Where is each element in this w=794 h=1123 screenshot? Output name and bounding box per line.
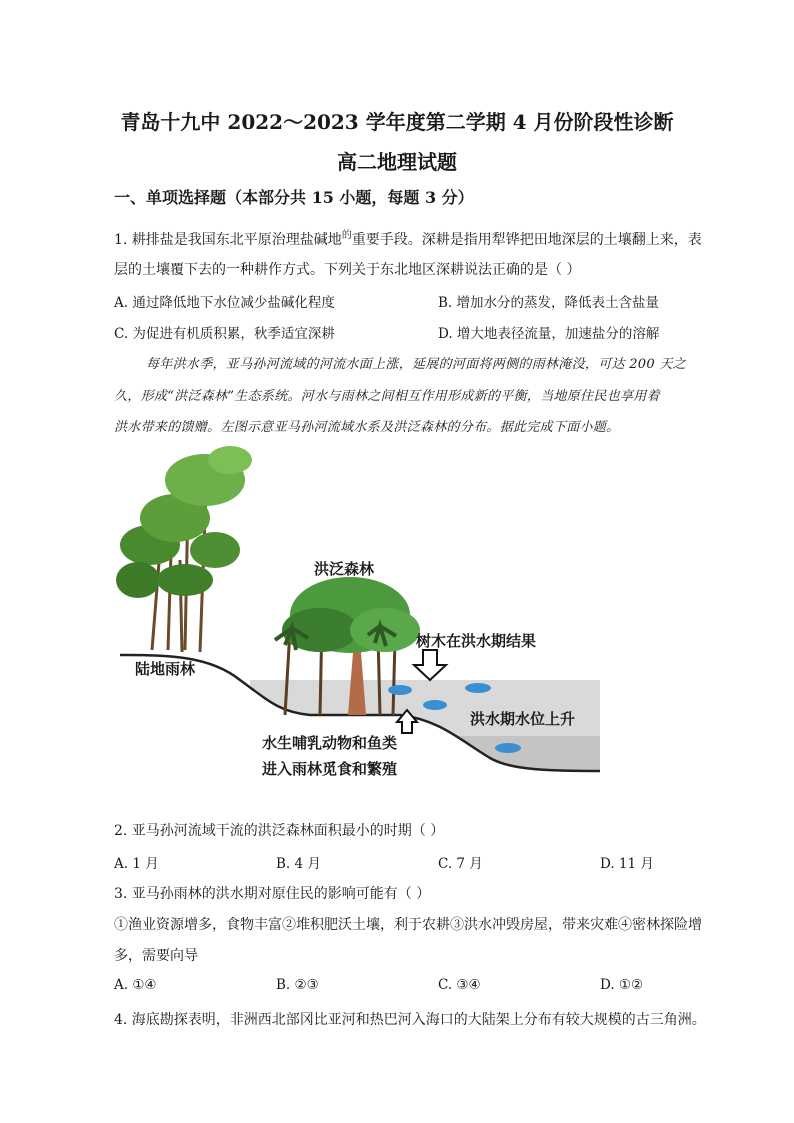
section-heading: 一、单项选择题（本部分共 15 小题，每题 3 分） bbox=[114, 188, 474, 207]
exam-title: 青岛十九中 2022～2023 学年度第二学期 4 月份阶段性诊断 bbox=[120, 110, 674, 134]
q1-line2: 层的土壤覆下去的一种耕作方式。下列关于东北地区深耕说法正确的是（ ） bbox=[114, 262, 581, 278]
q1-option-d: D. 增大地表径流量，加速盐分的溶解 bbox=[438, 326, 660, 342]
q4-stem: 4. 海底勘探表明，非洲西北部冈比亚河和热巴河入海口的大陆架上分布有较大规模的古三角洲。 bbox=[114, 1012, 706, 1028]
exam-subtitle: 高二地理试题 bbox=[337, 150, 457, 174]
down-arrow-icon bbox=[414, 650, 446, 680]
label-land-forest: 陆地雨林 bbox=[135, 660, 196, 678]
q1-line1-part-b: 重要手段。深耕是指用犁铧把田地深层的土壤翻上来，表 bbox=[351, 232, 702, 248]
q3-option-d: D. ①② bbox=[600, 977, 644, 993]
q1-option-b: B. 增加水分的蒸发，降低表土含盐量 bbox=[438, 295, 660, 311]
label-water-rise: 洪水期水位上升 bbox=[470, 710, 576, 728]
q3-stem: 3. 亚马孙雨林的洪水期对原住民的影响可能有（ ） bbox=[114, 886, 431, 902]
passage-line2: 久，形成“洪泛森林”生态系统。河水与雨林之间相互作用形成新的平衡，当地原住民也享用着 bbox=[114, 389, 660, 404]
q1-option-a: A. 通过降低地下水位减少盐碱化程度 bbox=[114, 295, 335, 311]
q2-stem: 2. 亚马孙河流域干流的洪泛森林面积最小的时期（ ） bbox=[114, 823, 445, 839]
passage-line3: 洪水带来的馈赠。左图示意亚马孙河流域水系及洪泛森林的分布。据此完成下面小题。 bbox=[114, 420, 620, 435]
label-animals-line2: 进入雨林觅食和繁殖 bbox=[262, 760, 398, 778]
q3-line1: ①渔业资源增多，食物丰富②堆积肥沃土壤，利于农耕③洪水冲毁房屋，带来灾难④密林探险增 bbox=[114, 917, 702, 933]
q1-option-c: C. 为促进有机质积累，秋季适宜深耕 bbox=[114, 326, 335, 342]
q3-line2: 多，需要向导 bbox=[114, 948, 198, 964]
label-flood-forest: 洪泛森林 bbox=[314, 560, 375, 578]
q2-option-a: A. 1 月 bbox=[114, 856, 159, 872]
land-rainforest-trees bbox=[116, 446, 252, 652]
q2-option-d: D. 11 月 bbox=[600, 856, 654, 872]
q1-line1-sup: 的 bbox=[341, 230, 352, 241]
q2-option-b: B. 4 月 bbox=[276, 856, 321, 872]
q1-line1 bbox=[114, 226, 702, 249]
label-animals-line1: 水生哺乳动物和鱼类 bbox=[262, 734, 398, 752]
q1-line1-part-a: 1. 耕排盐是我国东北平原治理盐碱地 bbox=[114, 232, 342, 248]
label-fruit: 树木在洪水期结果 bbox=[416, 632, 537, 650]
q3-option-a: A. ①④ bbox=[114, 977, 157, 993]
q2-option-c: C. 7 月 bbox=[438, 856, 483, 872]
q3-option-b: B. ②③ bbox=[276, 977, 319, 993]
flood-forest-figure bbox=[110, 440, 610, 790]
q3-option-c: C. ③④ bbox=[438, 977, 481, 993]
passage-line1: 每年洪水季，亚马孙河流域的河流水面上涨，延展的河面将两侧的雨林淹没，可达 200 天之 bbox=[146, 357, 686, 372]
